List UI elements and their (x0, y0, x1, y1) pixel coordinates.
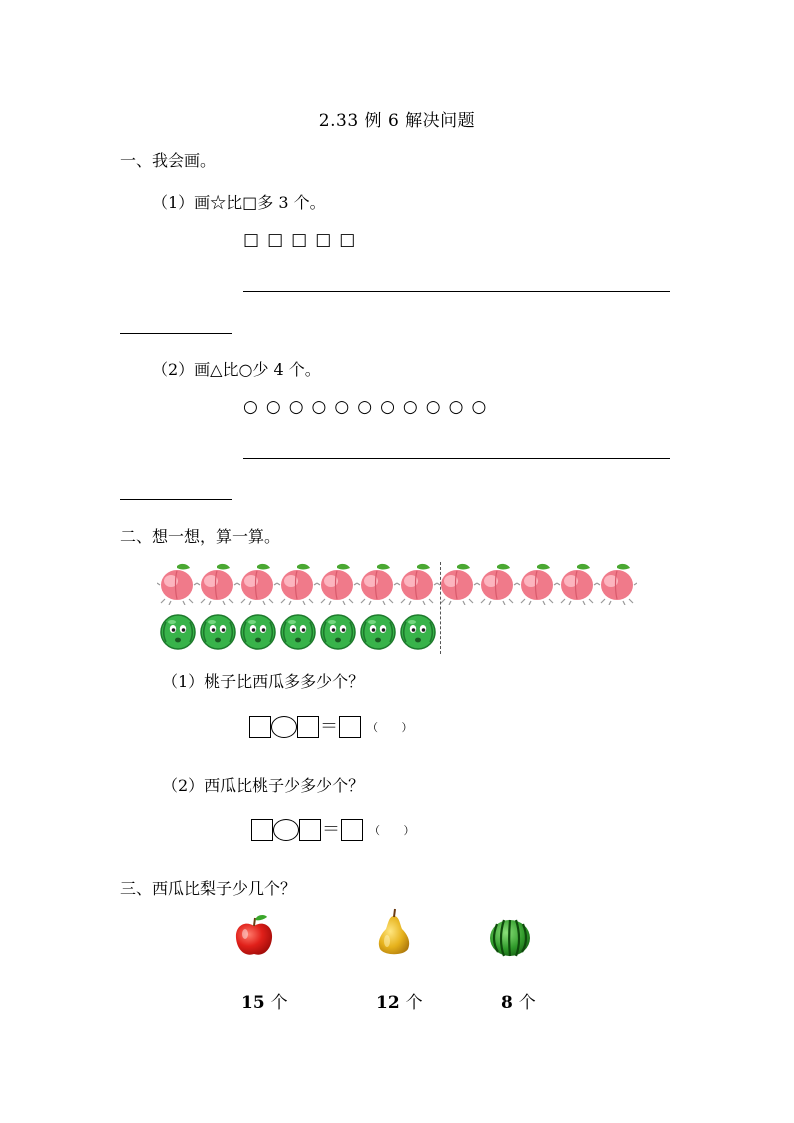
square-shape: □ (339, 230, 356, 250)
circle-shape: ○ (425, 397, 441, 417)
equation-q2 (251, 819, 425, 841)
section2-q2-label: （2）西瓜比桃子少多少个？ (162, 776, 365, 795)
circle-shape: ○ (402, 397, 418, 417)
section1-q2-label: （2）画△比○少 4 个。 (152, 360, 321, 379)
peach-icon (597, 563, 637, 605)
apple-count: 15 个 (241, 993, 288, 1013)
watermelon-face-icon (280, 614, 316, 650)
square-row (243, 230, 363, 250)
watermelon-face-icon (320, 614, 356, 650)
answer-box[interactable] (249, 716, 271, 738)
equation-q1 (249, 716, 423, 738)
result-box[interactable] (341, 819, 363, 841)
section3-heading: 三、西瓜比梨子少几个？ (120, 879, 297, 898)
watermelon-icon (489, 916, 531, 958)
watermelon-row (160, 614, 440, 654)
circle-shape: ○ (380, 397, 395, 417)
unit-paren[interactable]: （ ） (369, 824, 425, 837)
square-shape: □ (267, 230, 284, 250)
circle-shape: ○ (311, 397, 327, 417)
peach-icon (517, 563, 557, 605)
apple-icon (233, 914, 275, 958)
watermelon-face-icon (200, 614, 236, 650)
peach-icon (477, 563, 517, 605)
answer-line-continued[interactable] (120, 333, 232, 334)
pear-count: 12 个 (376, 993, 423, 1013)
peach-icon (317, 563, 357, 605)
section1-heading: 一、我会画。 (120, 151, 217, 170)
answer-line-continued[interactable] (120, 499, 232, 500)
circle-row (243, 397, 494, 417)
peach-icon (357, 563, 397, 605)
page-title: 2.33 例 6 解决问题 (318, 111, 476, 131)
circle-shape: ○ (243, 397, 258, 417)
circle-shape: ○ (265, 397, 281, 417)
pear-icon (372, 908, 416, 958)
peach-icon (157, 563, 197, 605)
square-shape: □ (291, 230, 308, 250)
square-shape: □ (315, 230, 332, 250)
section2-q1-label: （1）桃子比西瓜多多少个？ (162, 672, 365, 691)
watermelon-face-icon (360, 614, 396, 650)
peach-icon (237, 563, 277, 605)
square-shape: □ (243, 230, 260, 250)
circle-shape: ○ (448, 397, 464, 417)
peach-icon (437, 563, 477, 605)
peach-icon (277, 563, 317, 605)
circle-shape: ○ (357, 397, 373, 417)
peach-icon (557, 563, 597, 605)
equals-sign: ＝ (322, 819, 340, 840)
section1-q1-label: （1）画☆比□多 3 个。 (152, 193, 326, 212)
circle-shape: ○ (288, 397, 304, 417)
watermelon-count: 8 个 (501, 993, 536, 1013)
answer-line[interactable] (243, 458, 670, 459)
answer-box[interactable] (299, 819, 321, 841)
circle-shape: ○ (471, 397, 487, 417)
answer-box[interactable] (251, 819, 273, 841)
watermelon-face-icon (400, 614, 436, 650)
operator-oval[interactable] (273, 819, 299, 841)
answer-line[interactable] (243, 291, 670, 292)
peach-row (157, 563, 637, 609)
comparison-divider (440, 562, 441, 654)
watermelon-face-icon (160, 614, 196, 650)
result-box[interactable] (339, 716, 361, 738)
watermelon-face-icon (240, 614, 276, 650)
answer-box[interactable] (297, 716, 319, 738)
equals-sign: ＝ (320, 716, 338, 737)
section2-heading: 二、想一想，算一算。 (120, 527, 281, 546)
operator-oval[interactable] (271, 716, 297, 738)
unit-paren[interactable]: （ ） (367, 721, 423, 734)
peach-icon (197, 563, 237, 605)
peach-icon (397, 563, 437, 605)
circle-shape: ○ (334, 397, 350, 417)
